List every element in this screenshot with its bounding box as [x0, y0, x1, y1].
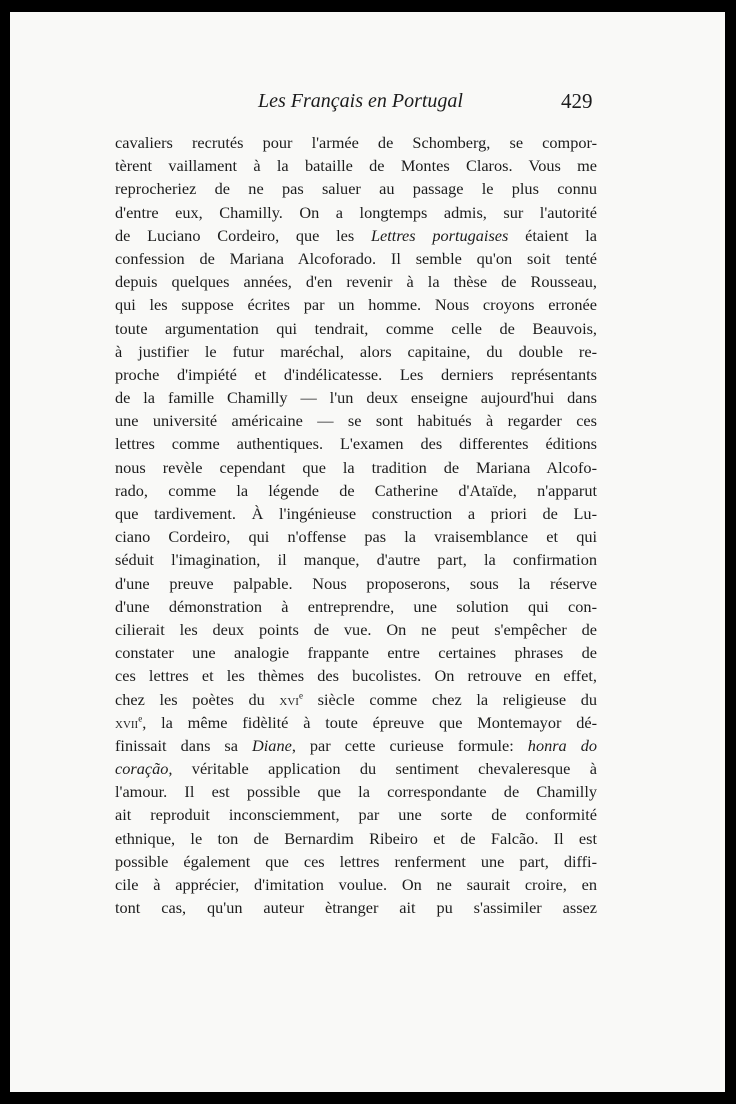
text-line: [115, 803, 597, 826]
text-line: [115, 827, 597, 850]
text-segment: qui les suppose écrites par un homme. Nous croyons erronée: [115, 295, 597, 315]
text-segment: rado, comme la légende de Catherine d'Ataïde, n'apparut: [115, 480, 597, 500]
text-segment: siècle comme chez la religieuse du: [302, 689, 598, 709]
text-segment: de Luciano Cordeiro, que les: [115, 225, 371, 245]
text-line: [115, 502, 597, 525]
text-segment: nous revèle cependant que la tradition de Mariana Alcofo-: [115, 457, 597, 477]
text-line: [115, 873, 597, 896]
text-line: [115, 711, 597, 734]
text-segment: cavaliers recrutés pour l'armée de Schomberg, se compor-: [115, 133, 597, 152]
text-line: [115, 456, 597, 479]
text-segment: étaient la: [508, 225, 597, 245]
text-segment: , la même fidèlité à toute épreuve que Montemayor dé-: [142, 712, 597, 732]
text-segment: d'entre eux, Chamilly. On a longtemps admis, sur l'autorité: [115, 202, 597, 222]
text-line: [115, 409, 597, 432]
body-text: [115, 131, 597, 919]
text-segment: e: [298, 690, 303, 701]
text-line: [115, 618, 597, 641]
page-header: [10, 88, 725, 118]
text-segment: , par cette curieuse formule:: [291, 735, 528, 755]
text-segment: finissait dans sa: [115, 735, 253, 755]
text-segment: e: [138, 713, 143, 724]
text-line: [115, 201, 597, 224]
text-segment: que tardivement. À l'ingénieuse construction a priori de Lu-: [115, 504, 597, 523]
text-line: [115, 247, 597, 270]
text-line: [115, 386, 597, 409]
text-segment: ethnique, le ton de Bernardim Ribeiro et de Falcão. Il est: [115, 828, 597, 848]
text-segment: chez les poètes du: [115, 689, 280, 709]
text-line: [115, 641, 597, 664]
text-segment: véritable application du sentiment chevaleresque à: [172, 759, 597, 779]
text-line: [115, 154, 597, 177]
text-segment: l'amour. Il est possible que la correspondante de Chamilly: [115, 782, 597, 802]
text-segment: ces lettres et les thèmes des bucolistes. On retrouve en effet,: [115, 666, 597, 686]
text-segment: proche d'impiété et d'indélicatesse. Les derniers représentants: [115, 364, 597, 384]
text-line: [115, 479, 597, 502]
text-segment: honra do: [527, 735, 597, 755]
text-segment: Lettres portugaises: [371, 225, 509, 245]
text-line: [115, 595, 597, 618]
text-line: [115, 734, 597, 757]
text-line: [115, 293, 597, 316]
text-segment: séduit l'imagination, il manque, d'autre part, la confirmation: [115, 550, 597, 570]
text-segment: ait reproduit inconsciemment, par une sorte de conformité: [115, 805, 597, 825]
text-segment: confession de Mariana Alcoforado. Il semble qu'on soit tenté: [115, 248, 597, 268]
text-segment: une université américaine — se sont habitués à regarder ces: [115, 411, 597, 431]
page-number: 429: [561, 89, 593, 113]
text-segment: reprocheriez de ne pas saluer au passage le plus connu: [115, 179, 597, 199]
text-line: [115, 177, 597, 200]
text-segment: tont cas, qu'un auteur ètranger ait pu s'assimiler assez: [115, 898, 597, 918]
text-line: [115, 525, 597, 548]
text-line: [115, 896, 597, 919]
text-segment: coração,: [115, 759, 173, 779]
text-segment: ciano Cordeiro, qui n'offense pas la vraisemblance et qui: [115, 527, 597, 547]
text-line: [115, 131, 597, 154]
text-segment: d'une démonstration à entreprendre, une solution qui con-: [115, 596, 597, 616]
text-segment: lettres comme authentiques. L'examen des differentes éditions: [115, 434, 597, 454]
text-line: [115, 548, 597, 571]
text-line: [115, 688, 597, 711]
text-line: [115, 757, 597, 780]
text-segment: d'une preuve palpable. Nous proposerons, sous la réserve: [115, 573, 597, 593]
text-segment: Diane: [252, 735, 292, 755]
text-line: [115, 270, 597, 293]
book-page: [10, 12, 725, 1092]
text-line: [115, 572, 597, 595]
text-segment: à justifier le futur maréchal, alors capitaine, du double re-: [115, 341, 597, 361]
running-title: Les Français en Portugal: [258, 90, 463, 112]
text-line: [115, 780, 597, 803]
text-segment: possible également que ces lettres renferment une part, diffi-: [115, 851, 597, 871]
text-segment: de la famille Chamilly — l'un deux enseigne aujourd'hui dans: [115, 388, 597, 408]
text-segment: tèrent vaillament à la bataille de Montes Claros. Vous me: [115, 156, 597, 176]
text-segment: xvi: [279, 689, 299, 709]
text-line: [115, 432, 597, 455]
text-line: [115, 340, 597, 363]
text-segment: constater une analogie frappante entre certaines phrases de: [115, 643, 597, 663]
text-segment: xvii: [115, 712, 139, 732]
text-line: [115, 317, 597, 340]
text-segment: toute argumentation qui tendrait, comme celle de Beauvois,: [115, 318, 597, 338]
text-segment: cile à apprécier, d'imitation voulue. On ne saurait croire, en: [115, 875, 597, 894]
text-line: [115, 850, 597, 873]
text-segment: depuis quelques années, d'en revenir à la thèse de Rousseau,: [115, 272, 597, 292]
text-line: [115, 224, 597, 247]
text-line: [115, 363, 597, 386]
text-segment: cilierait les deux points de vue. On ne peut s'empêcher de: [115, 619, 597, 639]
text-line: [115, 664, 597, 687]
